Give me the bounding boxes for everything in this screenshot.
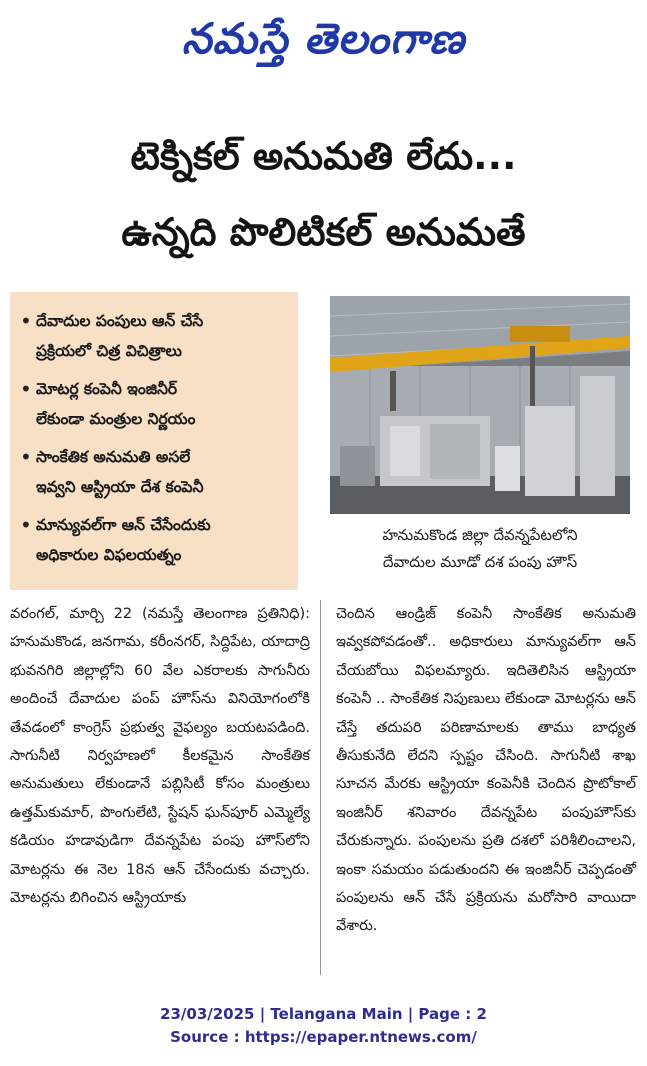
highlight-item (20, 306, 290, 366)
footer-date-line: 23/03/2025 | Telangana Main | Page : 2 (160, 1005, 487, 1023)
bullet-icon: • (20, 513, 32, 537)
article-column-left: వరంగల్, మార్చి 22 (నమస్తే తెలంగాణ ప్రతినిధి): హనుమకొండ, జనగామ, కరీంనగర్, సిద్దిపేట, యాదాద్రి భువనగిరి జిల్లాల్లోని 60 వేల ఎకరాలకు సాగునీరు అందించే దేవాదుల పంప్ హౌస్‌ను వినియోగంలోకి తేవడంలో కాంగ్రెస్ ప్రభుత్వ వైఫల్యం బయటపడింది. సాగునీటి నిర్వహణలో కీలకమైన సాంకేతిక అనుమతులు లేకుండానే పబ్లిసిటీ కోసం మంత్రులు ఉత్తమ్‌కుమార్, పొంగులేటి, స్టేషన్ ఘన్‌పూర్ ఎమ్మెల్యే కడియం హడావుడిగా దేవన్నపేట పంపు హౌస్‌లోని మోటర్లను ఈ నెల 18న ఆన్ చేసేందుకు వచ్చారు. మోటర్లను బిగించిన ఆస్ట్రియాకు (10, 606, 310, 907)
footer-source-line: Source : https://epaper.ntnews.com/ (170, 1028, 477, 1046)
headline-line-2: ఉన్నది పొలిటికల్ అనుమతే (121, 210, 526, 254)
column-divider (320, 600, 321, 975)
highlight-text: మాన్యువల్‌గా ఆన్ చేసేందుకు అధికారుల విఫలయత్నం (36, 516, 211, 564)
article-column-right: చెందిన ఆండ్రిజ్ కంపెనీ సాంకేతిక అనుమతి ఇవ్వకపోవడంతో.. అధికారులు మాన్యువల్‌గా ఆన్ చేయబోయి విఫలమ్యారు. ఇదితెలిసిన ఆస్ట్రియా కంపెనీ .. సాంకేతిక నిపుణులు లేకుండా మోటర్లను ఆన్ చేస్తే తదుపరి పరిణామాలకు తాము బాధ్యత తీసుకునేది లేదని స్పష్టం చేసింది. సాగునీటి శాఖ సూచన మేరకు ఆస్ట్రియా కంపెనీకి చెందిన ప్రొటోకాల్ ఇంజినీర్ శనివారం దేవన్నపేట పంపుహౌస్‌కు చేరుకున్నారు. పంపులను ప్రతి దశలో పరిశీలించాలని, ఇంకా సమయం పడుతుందని ఈ ఇంజినీర్ చెప్పడంతో పంపులను ఆన్ చేసే ప్రక్రియను మరోసారి వాయిదా వేశారు. (336, 606, 636, 935)
masthead-logo: నమస్తే తెలంగాణ (181, 14, 466, 63)
bullet-icon: • (20, 377, 32, 401)
highlight-item (20, 374, 290, 434)
highlights-box (10, 292, 298, 590)
bullet-icon: • (20, 445, 32, 469)
highlight-text: దేవాదుల పంపులు ఆన్ చేసే ప్రక్రియలో చిత్ర విచిత్రాలు (36, 312, 204, 360)
highlight-text: మోటర్ల కంపెనీ ఇంజినీర్ లేకుండా మంత్రుల నిర్ణయం (36, 380, 196, 428)
highlight-text: సాంకేతిక అనుమతి అసలే ఇవ్వని ఆస్ట్రియా దేశ కంపెనీ (36, 448, 204, 496)
pump-house-illustration (330, 296, 630, 514)
headline-line-1: టెక్నికల్ అనుమతి లేదు... (130, 134, 517, 178)
photo-caption: హనుమకొండ జిల్లా దేవన్నపేటలోని దేవాదుల మూడో దశ పంపు హౌస్ (382, 526, 578, 571)
highlight-item (20, 442, 290, 502)
pump-house-photo (330, 296, 630, 514)
highlight-item (20, 510, 290, 570)
bullet-icon: • (20, 309, 32, 333)
